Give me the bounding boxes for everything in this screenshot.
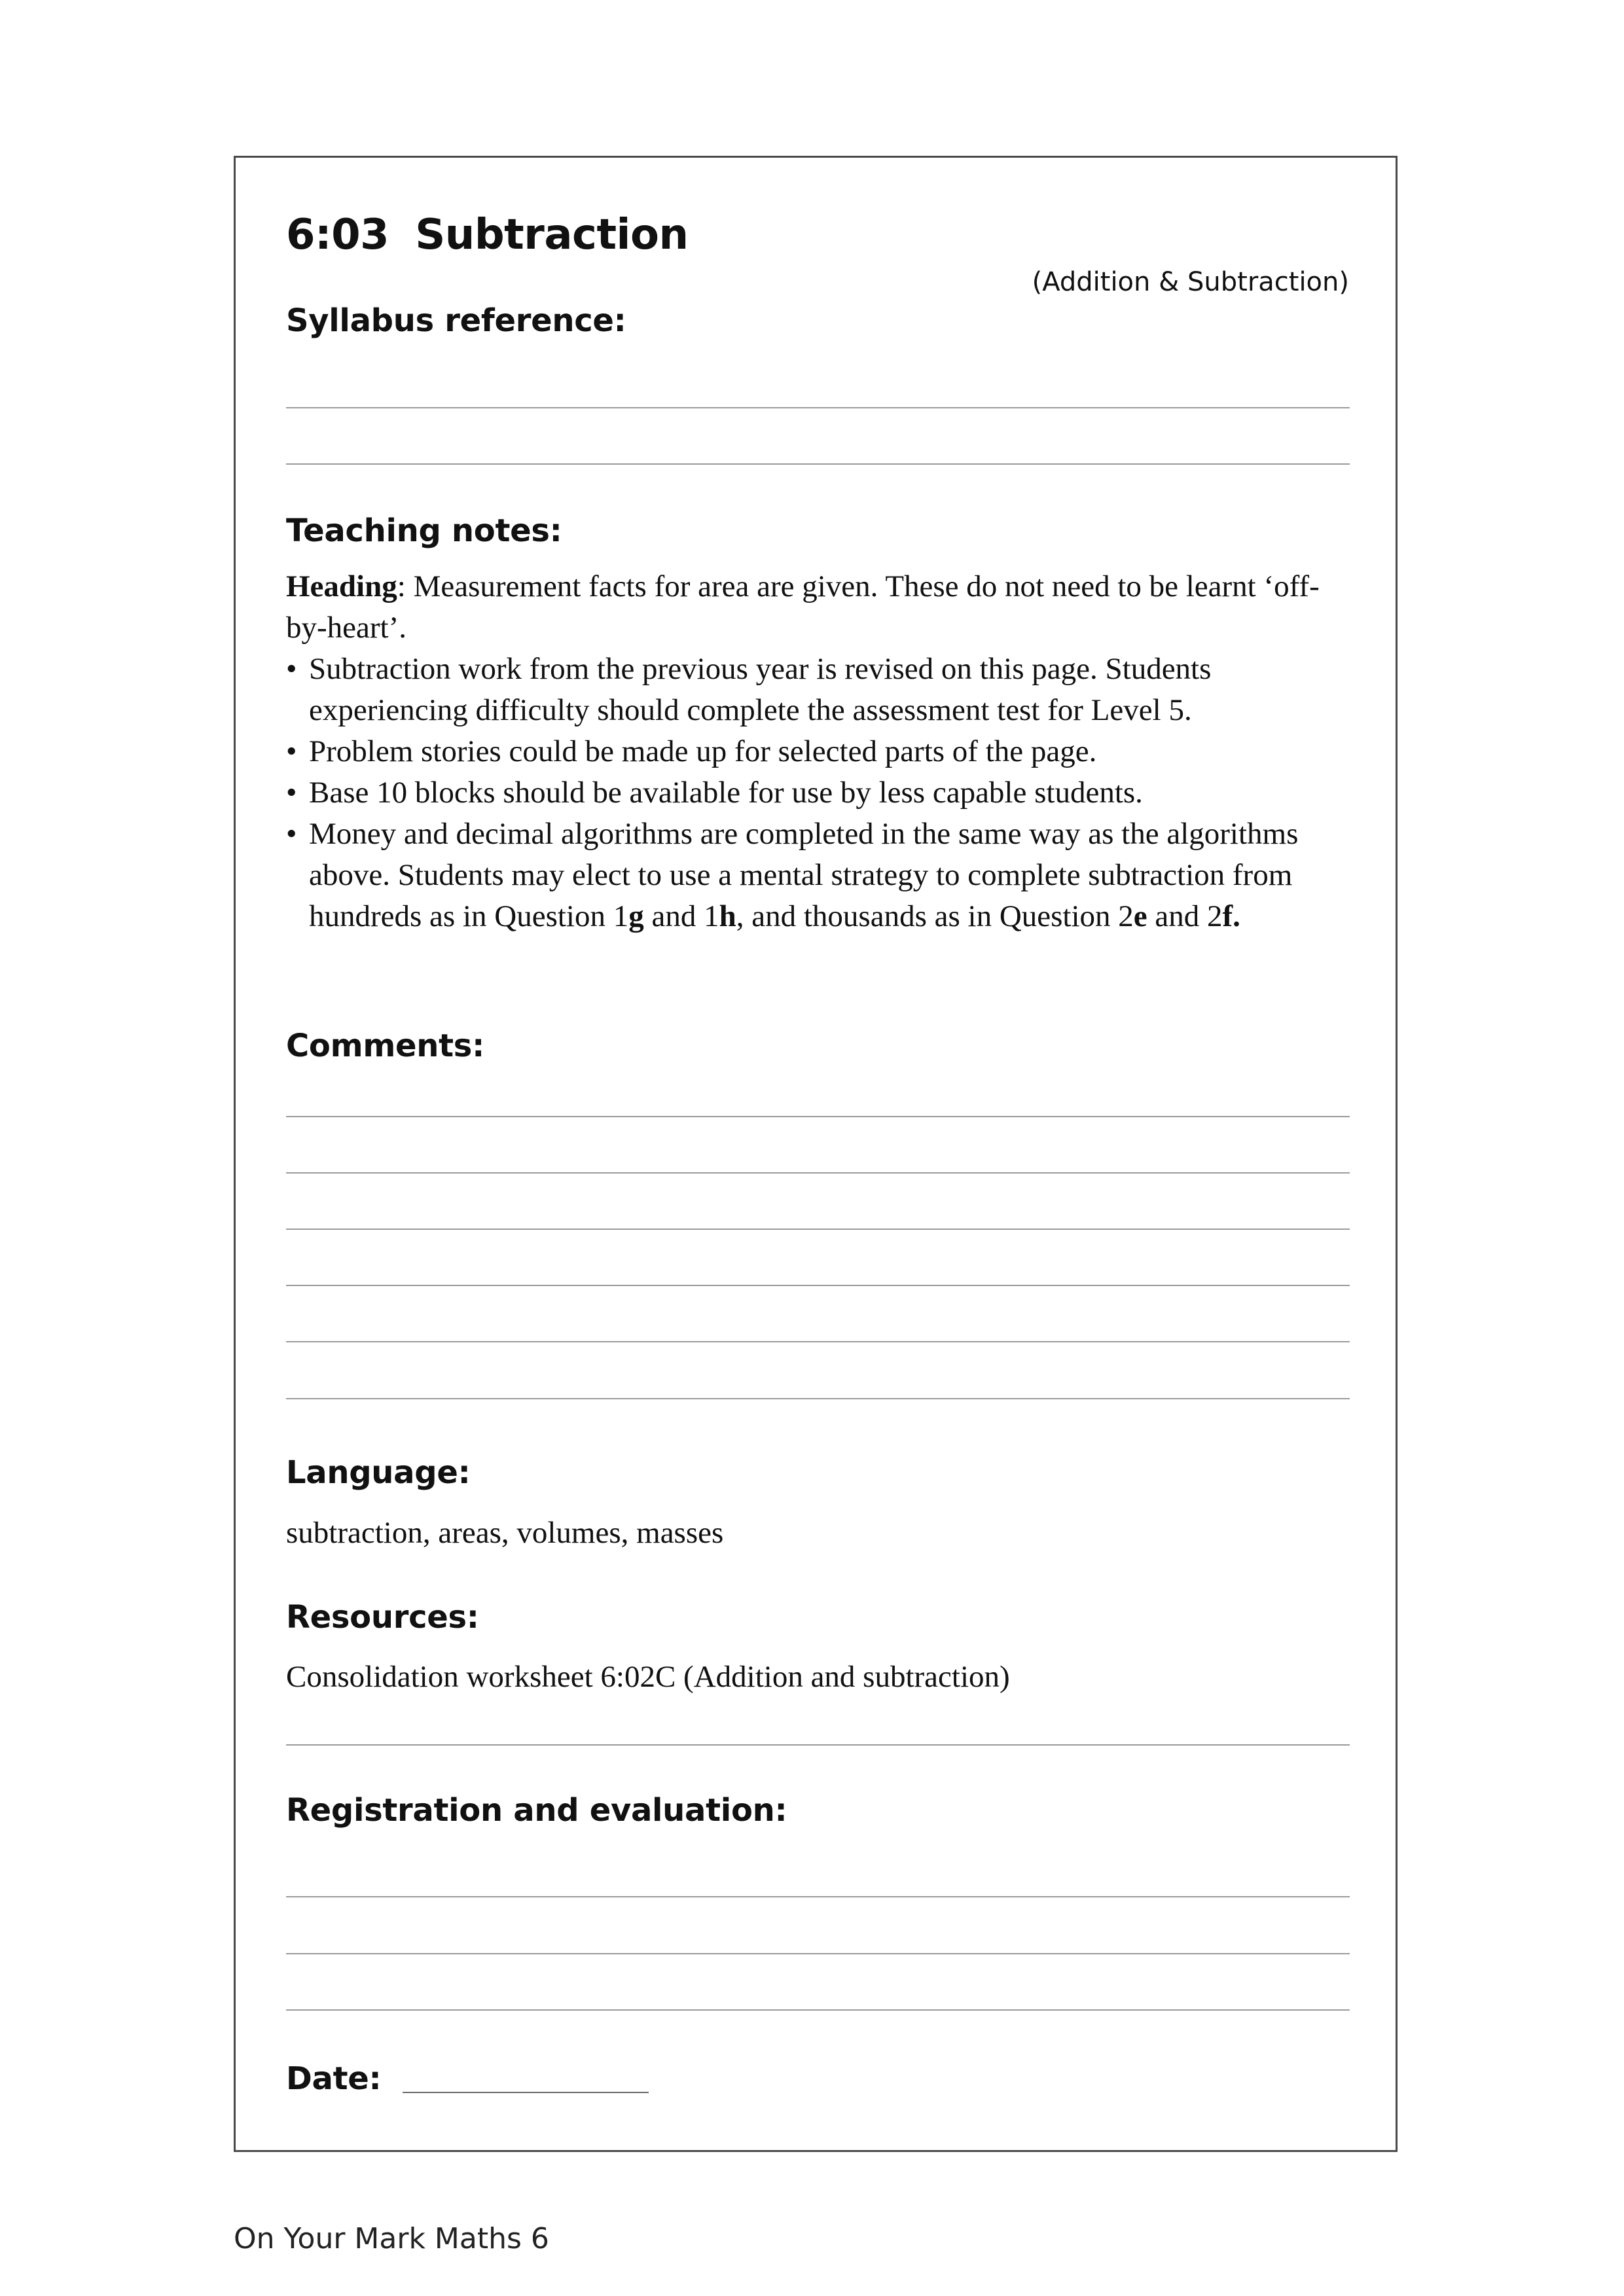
comments-line-2[interactable] [286, 1172, 1350, 1174]
bullet4-part-c: , and thousands as in Question 2 [736, 899, 1134, 933]
notes-bullet-1: • Subtraction work from the previous year is revised on this page. Students experiencing difficulty should complete the assessment test for Level 5. [286, 649, 1360, 731]
notes-bullet-4 [286, 814, 1360, 937]
resources-text: Consolidation worksheet 6:02C (Addition and subtraction) [286, 1660, 1010, 1694]
registration-line-3[interactable] [286, 2009, 1350, 2011]
notes-intro-text: : Measurement facts for area are given. These do not need to be learnt ‘off-by-heart’. [286, 569, 1320, 645]
notes-intro-bold: Heading [286, 569, 397, 603]
page-title [286, 211, 689, 259]
bullet4-e: e [1133, 899, 1147, 933]
date-field[interactable] [403, 2092, 649, 2093]
page-border [234, 156, 1398, 2152]
comments-line-6[interactable] [286, 1398, 1350, 1399]
language-heading: Language: [286, 1454, 471, 1491]
comments-line-1[interactable] [286, 1116, 1350, 1117]
notes-list [286, 649, 1360, 937]
syllabus-heading: Syllabus reference: [286, 302, 626, 339]
bullet4-part-b: and 1 [643, 899, 719, 933]
syllabus-line-1[interactable] [286, 407, 1350, 408]
syllabus-line-2[interactable] [286, 463, 1350, 465]
bullet4-f: f. [1222, 899, 1240, 933]
teaching-notes-heading: Teaching notes: [286, 512, 562, 549]
resources-heading: Resources: [286, 1599, 479, 1636]
bullet4-g: g [628, 899, 644, 933]
resources-line[interactable] [286, 1744, 1350, 1746]
strand-label: (Addition & Subtraction) [1032, 267, 1349, 297]
comments-line-5[interactable] [286, 1341, 1350, 1342]
bullet4-part-d: and 2 [1147, 899, 1223, 933]
language-text: subtraction, areas, volumes, masses [286, 1516, 724, 1550]
registration-heading: Registration and evaluation: [286, 1792, 787, 1829]
bullet4-h: h [719, 899, 736, 933]
footer-text: On Your Mark Maths 6 [234, 2222, 549, 2255]
notes-bullet-2: • Problem stories could be made up for selected parts of the page. [286, 731, 1360, 772]
notes-intro [286, 566, 1360, 649]
lesson-number: 6:03 [286, 211, 389, 259]
lesson-title: Subtraction [415, 211, 689, 259]
registration-line-1[interactable] [286, 1896, 1350, 1897]
notes-bullet-3: • Base 10 blocks should be available for use by less capable students. [286, 772, 1360, 814]
comments-line-3[interactable] [286, 1229, 1350, 1230]
teaching-notes [286, 566, 1360, 937]
comments-heading: Comments: [286, 1028, 484, 1064]
bullet4-part-a: Money and decimal algorithms are completed in the same way as the algorithms above. Students may elect to use a mental strategy to complete subtraction from hundreds as in Question 1 [309, 817, 1299, 933]
comments-line-4[interactable] [286, 1285, 1350, 1286]
date-label: Date: [286, 2060, 382, 2097]
registration-line-2[interactable] [286, 1953, 1350, 1954]
